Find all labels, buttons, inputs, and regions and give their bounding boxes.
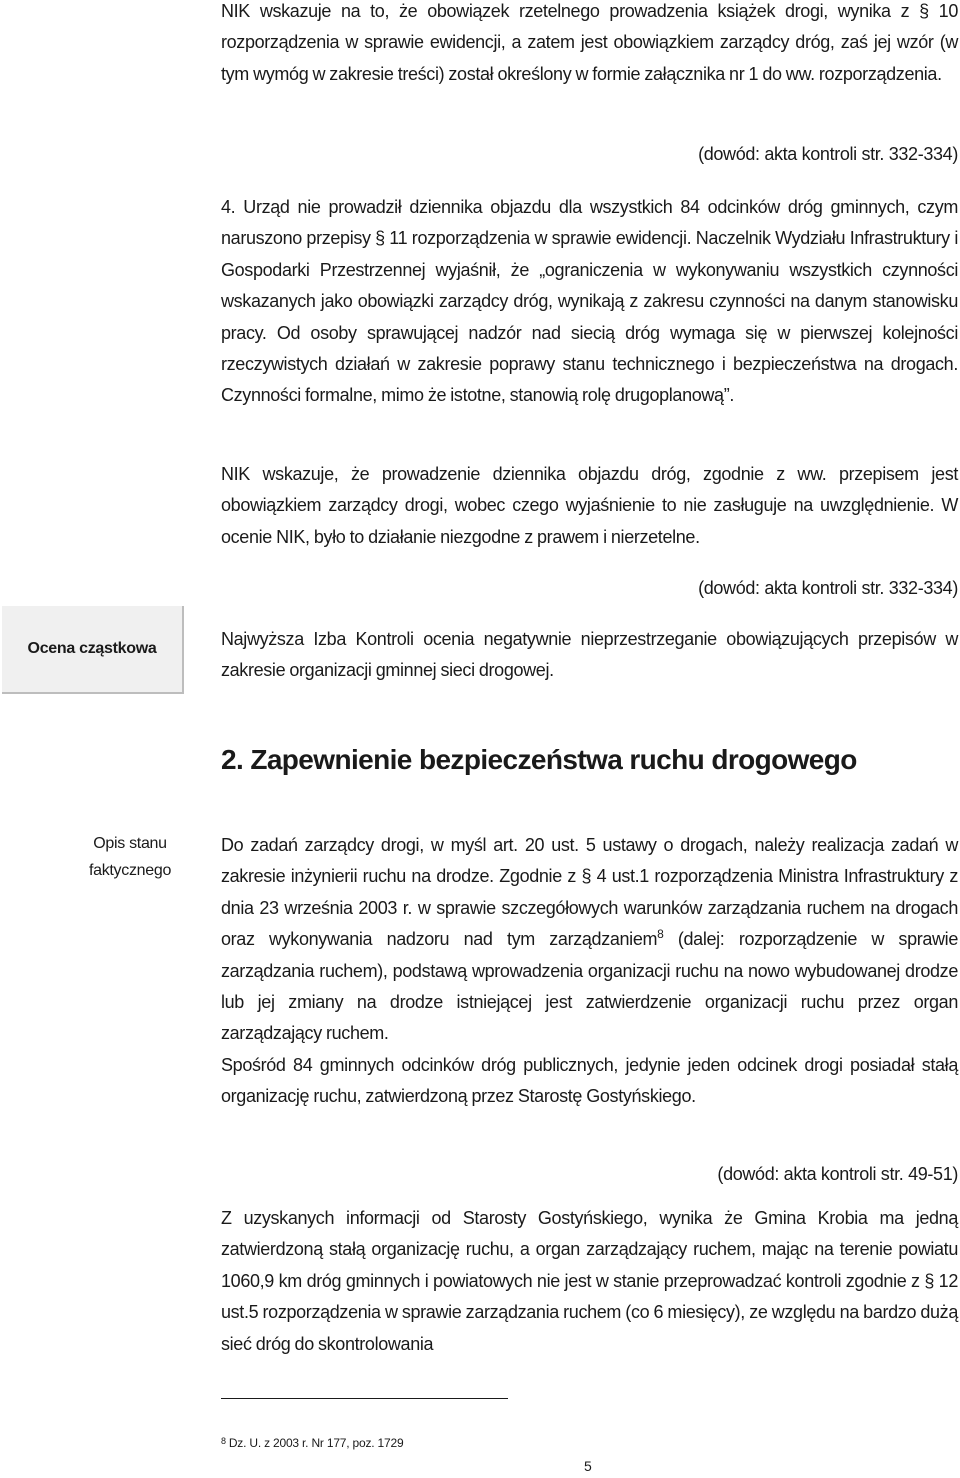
footnote-number: 8 (221, 1436, 226, 1446)
evidence-reference: (dowód: akta kontroli str. 49-51) (717, 1164, 958, 1184)
evidence-reference: (dowód: akta kontroli str. 332-334) (698, 578, 958, 598)
partial-assessment-text: Najwyższa Izba Kontroli ocenia negatywnie nieprzestrzeganie obowiązujących przepisów w zakresie organizacji gminnej sieci drogowej. (221, 629, 958, 681)
paragraph-road-sections: Spośród 84 gminnych odcinków dróg publicznych, jedynie jeden odcinek drogi posiadał stałą organizację ruchu, zatwierdzoną przez Starostę Gostyńskiego. (221, 1054, 958, 1107)
page-number: 5 (584, 1458, 592, 1474)
paragraph-text: (dalej: rozporządzenie w sprawie zarządzania ruchem), podstawą wprowadzenia organizacji ruchu na nowo wybudowanej drodze lub jej zmiany na drodze istniejącej jest zatwierdzenie organizacji ruchu przez organ zarządzający ruchem. (221, 929, 958, 1044)
paragraph-starost-information: Z uzyskanych informacji od Starosty Gostyńskiego, wynika że Gmina Krobia ma jedną zatwierdzoną stałą organizację ruchu, a organ zarządzający ruchem, mając na terenie powiatu 1060,9 km dróg gminnych i powiatowych nie jest w stanie przeprowadzać kontroli zgodnie z § 12 ust.5 rozporządzenia w sprawie zarządzania ruchem (co 6 miesięcy), ze względu na bardzo dużą sieć dróg do skontrolowania (221, 1208, 958, 1354)
footnote (221, 1436, 403, 1450)
paragraph-nik-road-book: NIK wskazuje na to, że obowiązek rzetelnego prowadzenia książek drogi, wynika z § 10 rozporządzenia w sprawie ewidencji, a zatem jest obowiązkiem zarządcy dróg, zaś jej wzór (w tym wymóg w zakresie treści) został określony w formie załącznika nr 1 do ww. rozporządzenia. (221, 1, 958, 84)
paragraph-inspection-journal: 4. Urząd nie prowadził dziennika objazdu dla wszystkich 84 odcinków dróg gminnych, czym naruszono przepisy § 11 rozporządzenia w sprawie ewidencji. Naczelnik Wydziału Infrastruktury i Gospodarki Przestrzennej wyjaśnił, że „ograniczenia w wykonywaniu wszystkich czynności wskazanych jako obowiązki zarządcy dróg, wynikają z zakresu czynności na danym stanowisku pracy. Od osoby sprawującej nadzór nad siecią dróg wymaga się w pierwszej kolejności rzeczywistych działań w zakresie poprawy stanu technicznego i bezpieczeństwa na drogach. Czynności formalne, mimo że istotne, stanowią rolę drugoplanową”. (221, 197, 958, 406)
paragraph-nik-assessment: NIK wskazuje, że prowadzenie dziennika objazdu dróg, zgodnie z ww. przepisem jest obowiązkiem zarządcy drogi, wobec czego wyjaśnienie to nie zasługuje na uwzględnienie. W ocenie NIK, było to działanie niezgodne z prawem i nierzetelne. (221, 464, 958, 547)
evidence-reference: (dowód: akta kontroli str. 332-334) (698, 144, 958, 164)
paragraph-traffic-engineering (221, 830, 958, 1113)
footnote-text: Dz. U. z 2003 r. Nr 177, poz. 1729 (228, 1436, 404, 1450)
section-heading: 2. Zapewnienie bezpieczeństwa ruchu drogowego (221, 744, 857, 775)
partial-assessment-label: Ocena cząstkowa (2, 606, 184, 694)
footnote-reference: 8 (657, 927, 664, 942)
paragraph-text: Do zadań zarządcy drogi, w myśl art. 20 ust. 5 ustawy o drogach, należy realizacja zadań w zakresie inżynierii ruchu na drodze. Zgodnie z § 4 ust.1 rozporządzenia Ministra Infrastruktury z dnia 23 września 2003 r. w sprawie szczegółowych warunków zarządzania ruchem na drogach oraz wykonywania nadzoru nad tym zarządzaniem (221, 835, 958, 950)
footnote-separator (221, 1398, 508, 1399)
factual-description-label: Opis stanu faktycznego (88, 835, 172, 879)
